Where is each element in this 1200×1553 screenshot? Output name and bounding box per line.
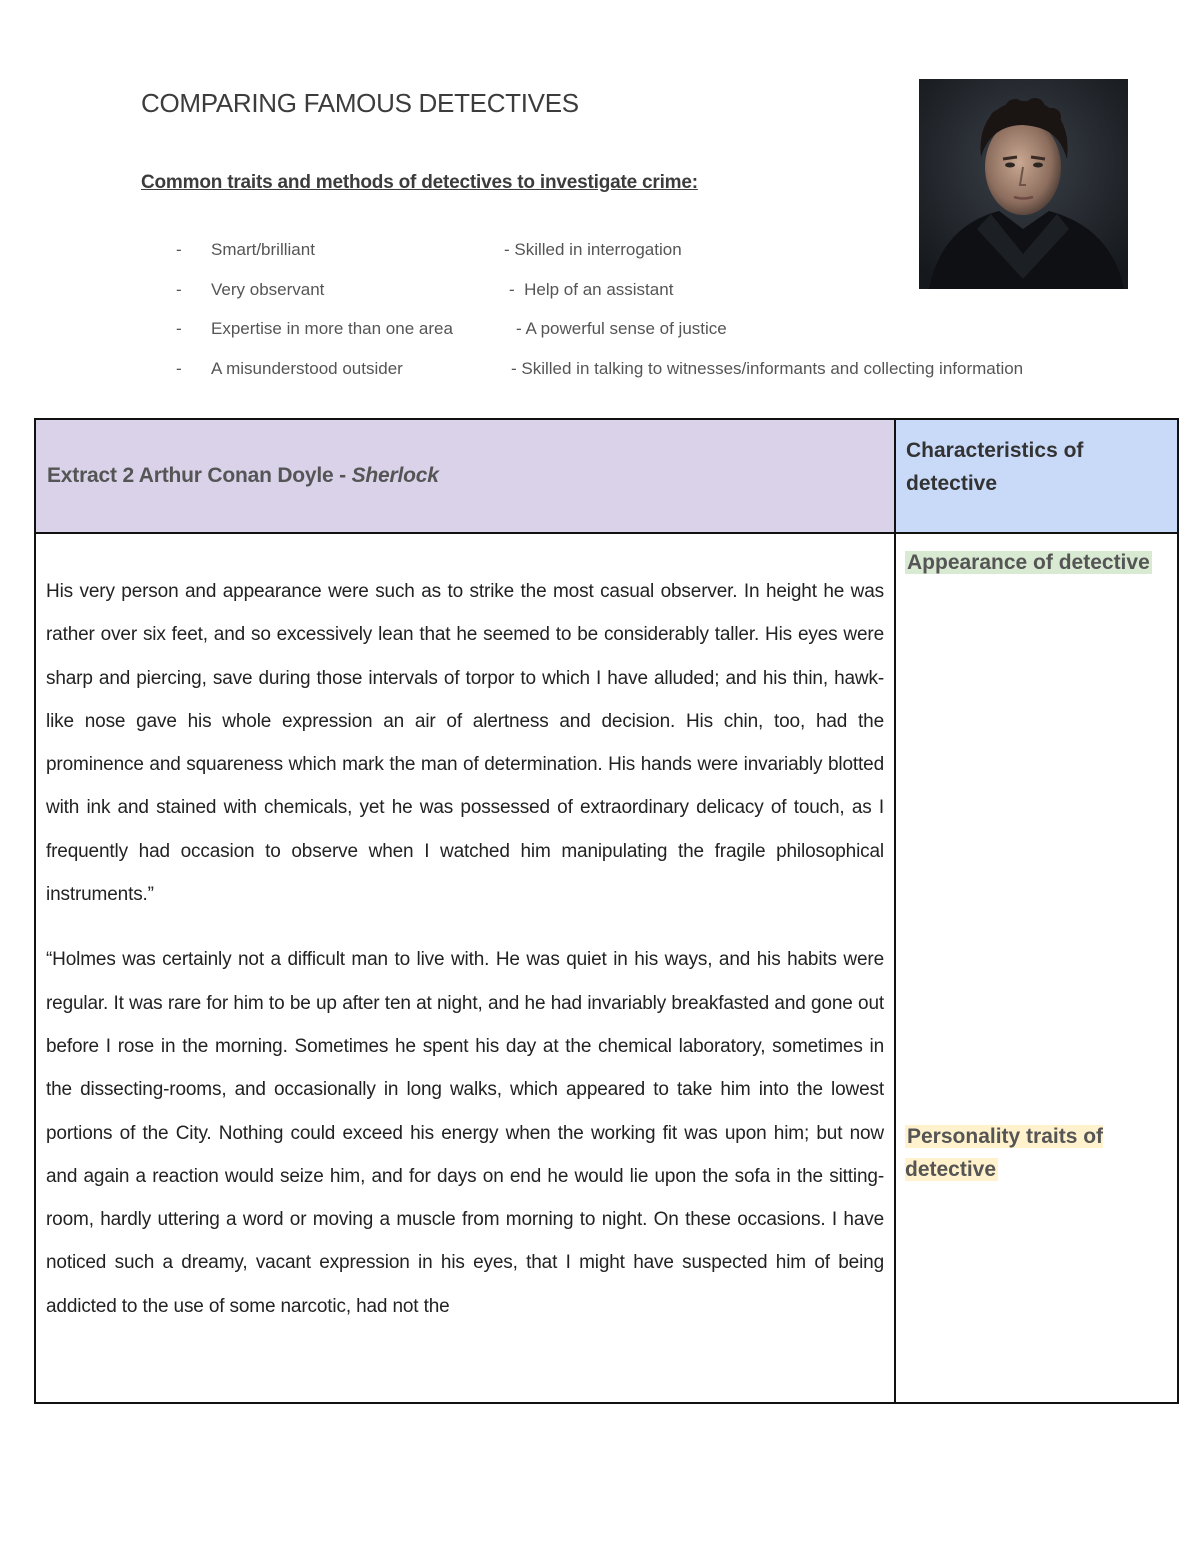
bullet: - <box>176 240 182 259</box>
passage-paragraph-1: His very person and appearance were such as to strike the most casual observer. In height he was rather over six feet, and so excessively lean that he seemed to be considerably taller. His eyes were sharp and piercing, save during those intervals of torpor to which I have alluded; and his thin, hawk-like nose gave his whole expression an air of alertness and decision. His chin, too, had the prominence and squareness which mark the man of determination. His hands were invariably blotted with ink and stained with chemicals, yet he was possessed of extraordinary delicacy of touch, as I frequently had occasion to observe when I watched him manipulating the fragile philosophical instruments.” <box>46 581 884 906</box>
trait-item: Very observant <box>211 280 325 299</box>
notes-cell[interactable] <box>895 533 1178 1403</box>
trait-item: Expertise in more than one area <box>211 319 453 338</box>
extract-table <box>34 418 1179 1404</box>
extract-header: Extract 2 Arthur Conan Doyle - Sherlock <box>47 464 439 487</box>
characteristics-header: Characteristics of detective <box>906 439 1084 495</box>
subtitle: Common traits and methods of detectives to investigate crime: <box>141 172 698 193</box>
trait-item: - A powerful sense of justice <box>516 319 727 338</box>
page-title: COMPARING FAMOUS DETECTIVES <box>141 88 579 118</box>
trait-item: - Help of an assistant <box>509 280 674 299</box>
personality-label: Personality traits of detective <box>905 1125 1104 1181</box>
passage-paragraph-2: “Holmes was certainly not a difficult man to live with. He was quiet in his ways, and his habits were regular. It was rare for him to be up after ten at night, and he had invariably breakfasted and gone out before I rose in the morning. Sometimes he spent his day at the chemical laboratory, sometimes in the dissecting-rooms, and occasionally in long walks, which appeared to take him into the lowest portions of the City. Nothing could exceed his energy when the working fit was upon him; but now and again a reaction would seize him, and for days on end he would lie upon the sofa in the sitting-room, hardly uttering a word or moving a muscle from morning to night. On these occasions. I have noticed such a dreamy, vacant expression in his eyes, that I might have suspected him of being addicted to the use of some narcotic, had not the <box>46 949 884 1317</box>
bullet: - <box>176 319 182 338</box>
detective-portrait-image <box>919 79 1128 289</box>
extract-header-cell <box>35 419 895 533</box>
trait-item: - Skilled in talking to witnesses/informants and collecting information <box>511 359 1024 378</box>
passage-cell <box>35 533 895 1403</box>
appearance-label: Appearance of detective <box>907 551 1150 574</box>
book-title: Sherlock <box>351 464 439 487</box>
trait-item: - Skilled in interrogation <box>504 240 682 259</box>
portrait-illustration <box>919 79 1128 289</box>
bullet: - <box>176 280 182 299</box>
characteristics-header-cell <box>895 419 1178 533</box>
trait-item: Smart/brilliant <box>211 240 315 259</box>
bullet: - <box>176 359 182 378</box>
trait-item: A misunderstood outsider <box>211 359 403 378</box>
